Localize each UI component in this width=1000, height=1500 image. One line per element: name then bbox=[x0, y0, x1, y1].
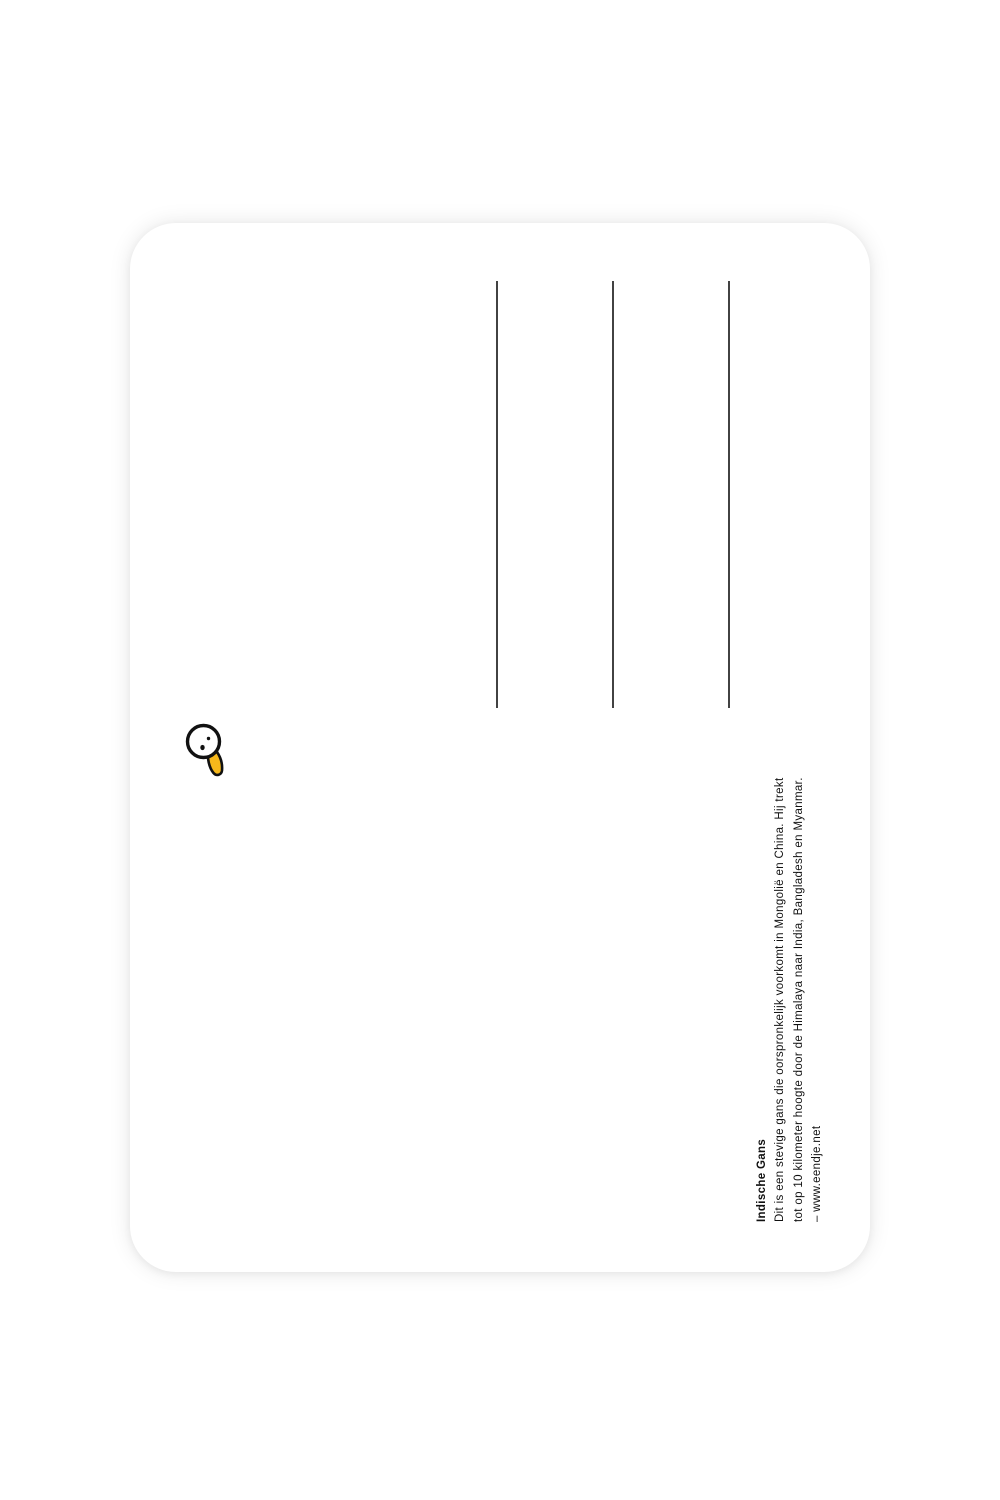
address-ruling-line-3 bbox=[728, 281, 730, 708]
duck-head bbox=[188, 726, 220, 758]
species-title: Indische Gans bbox=[756, 1138, 768, 1222]
website-credit: – www.eendje.net bbox=[810, 1125, 823, 1222]
duck-eye-large bbox=[200, 745, 204, 750]
duck-eye-small bbox=[207, 737, 210, 740]
duck-icon bbox=[180, 715, 230, 785]
address-ruling-line-2 bbox=[612, 281, 614, 708]
postcard-back-card bbox=[130, 223, 870, 1272]
species-description-line-2: tot op 10 kilometer hoogte door de Himalaya naar India, Bangladesh en Myanmar. bbox=[792, 777, 805, 1222]
species-info-text-block bbox=[753, 770, 826, 1222]
species-description-line-1: Dit is een stevige gans die oorspronkelijk voorkomt in Mongolië en China. Hij trekt bbox=[774, 777, 787, 1222]
address-ruling-line-1 bbox=[496, 281, 498, 708]
